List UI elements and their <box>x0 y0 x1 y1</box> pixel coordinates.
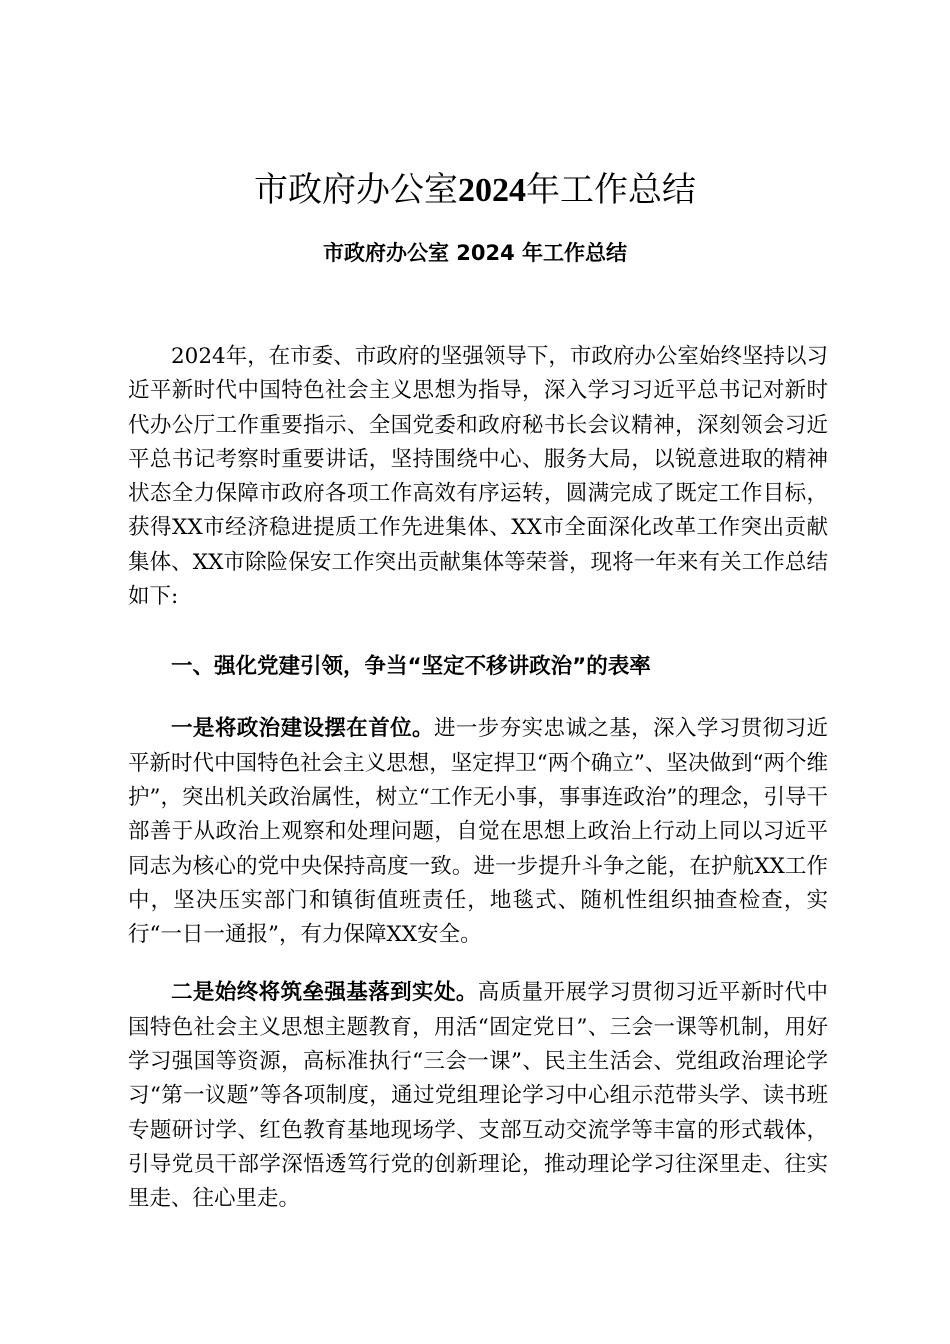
spacer <box>128 614 828 650</box>
page-subtitle: 市政府办公室 2024 年工作总结 <box>322 241 628 265</box>
section-heading-1: 一、强化党建引领，争当“坚定不移讲政治”的表率 <box>171 654 651 680</box>
page-title <box>0 166 950 215</box>
spacer <box>128 684 828 712</box>
item-paragraph-2 <box>128 976 828 1216</box>
item-paragraph-1 <box>128 712 828 952</box>
intro-paragraph: 2024年，在市委、市政府的坚强领导下，市政府办公室始终坚持以习近平新时代中国特色社会主义思想为指导，深入学习习近平总书记对新时代办公厅工作重要指示、全国党委和政府秘书长会议精神，深刻领会习近平总书记考察时重要讲话，坚持围绕中心、服务大局，以锐意进取的精神状态全力保障市政府各项工作高效有序运转，圆满完成了既定工作目标，获得XX市经济稳进提质工作先进集体、XX市全面深化改革工作突出贡献集体、XX市除险保安工作突出贡献集体等荣誉，现将一年来有关工作总结如下: <box>128 344 828 610</box>
item-lead-1: 一是将政治建设摆在首位。 <box>171 716 434 742</box>
item-text-1: 进一步夯实忠诚之基，深入学习贯彻习近平新时代中国特色社会主义思想，坚定捍卫“两个确立”、坚决做到“两个维护”，突出机关政治属性，树立“工作无小事，事事连政治”的理念，引导干部善于从政治上观察和处理问题，自觉在思想上政治上行动上同以习近平同志为核心的党中央保持高度一致。进一步提升斗争之能，在护航XX工作中，坚决压实部门和镇街值班责任，地毯式、随机性组织抽查检查，实行“一日一通报”，有力保障XX安全。 <box>128 716 828 948</box>
title-prefix: 市政府办公室 <box>254 170 458 210</box>
title-year: 2024 <box>458 172 526 209</box>
document-body <box>128 340 828 1217</box>
item-lead-2: 二是始终将筑垒强基落到实处。 <box>171 980 478 1006</box>
title-suffix: 年工作总结 <box>526 170 696 210</box>
item-text-2: 高质量开展学习贯彻习近平新时代中国特色社会主义思想主题教育，用活“固定党日”、三会一课等机制，用好学习强国等资源，高标准执行“三会一课”、民主生活会、党组政治理论学习“第一议题”等各项制度，通过党组理论学习中心组示范带头学、读书班专题研讨学、红色教育基地现场学、支部互动交流学等丰富的形式载体，引导党员干部学深悟透笃行党的创新理论，推动理论学习往深里走、往实里走、往心里走。 <box>128 980 828 1212</box>
spacer <box>128 952 828 976</box>
